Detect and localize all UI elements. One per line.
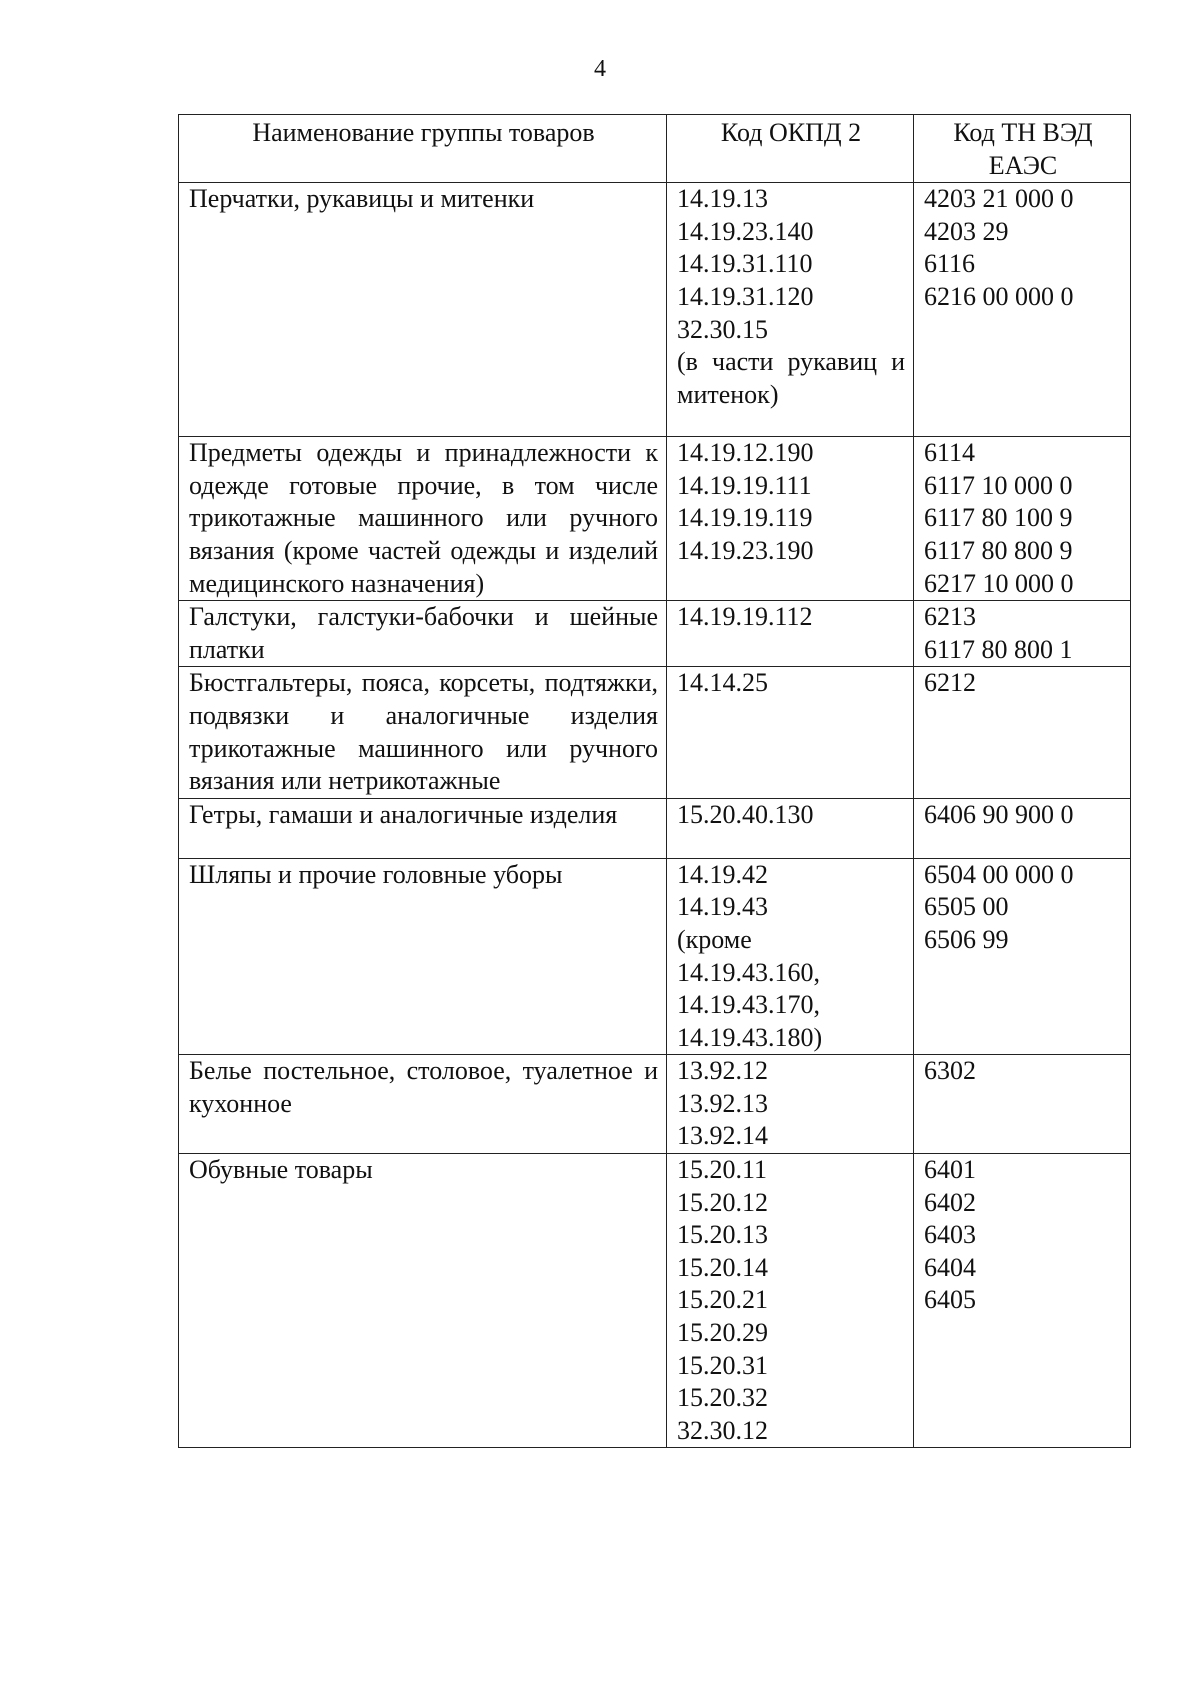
okpd-code: 15.20.40.130	[677, 799, 814, 829]
tnved-code: 6504 00 000 0	[924, 859, 1074, 889]
tnved-codes-cell	[914, 667, 1131, 798]
goods-codes-table	[178, 114, 1131, 1448]
tnved-codes-cell	[914, 183, 1131, 437]
table-row	[179, 437, 1131, 601]
okpd-code: 13.92.13	[677, 1088, 768, 1118]
okpd-codes-cell	[667, 1055, 914, 1154]
okpd-code: 14.19.12.190	[677, 438, 814, 468]
okpd-code: 14.19.19.111	[677, 470, 812, 500]
okpd-code: 15.20.12	[677, 1187, 768, 1217]
tnved-code: 6217 10 000 0	[924, 568, 1074, 598]
okpd-code: 14.19.42	[677, 859, 768, 889]
okpd-code: 14.19.19.112	[677, 602, 813, 632]
tnved-code: 6116	[924, 249, 976, 279]
okpd-codes-cell	[667, 798, 914, 858]
table-header-row	[179, 115, 1131, 183]
okpd-code: 15.20.14	[677, 1252, 768, 1282]
okpd-code: (кроме	[677, 924, 752, 954]
tnved-codes-cell	[914, 1154, 1131, 1448]
okpd-code: 13.92.12	[677, 1056, 768, 1086]
table-row	[179, 183, 1131, 437]
tnved-code: 6402	[924, 1187, 976, 1217]
okpd-codes-cell	[667, 1154, 914, 1448]
okpd-code: 14.14.25	[677, 668, 768, 698]
tnved-code: 4203 21 000 0	[924, 184, 1074, 214]
okpd-code: 14.19.43	[677, 892, 768, 922]
okpd-code: 32.30.12	[677, 1415, 768, 1445]
goods-group-name: Белье постельное, столовое, туалетное и кухонное	[179, 1055, 667, 1154]
tnved-code: 6406 90 900 0	[924, 799, 1074, 829]
okpd-code: 14.19.23.190	[677, 535, 814, 565]
tnved-code: 6506 99	[924, 924, 1009, 954]
tnved-codes-cell	[914, 858, 1131, 1055]
tnved-code: 6117 10 000 0	[924, 470, 1073, 500]
header-okpd-code: Код ОКПД 2	[667, 115, 914, 183]
table-row	[179, 1154, 1131, 1448]
okpd-code-note: (в части рукавиц и митенок)	[677, 347, 905, 409]
tnved-code: 6505 00	[924, 892, 1009, 922]
okpd-code: 15.20.21	[677, 1285, 768, 1315]
okpd-code: 14.19.43.170,	[677, 990, 820, 1020]
okpd-code: 15.20.11	[677, 1155, 768, 1185]
goods-group-name: Галстуки, галстуки-бабочки и шейные платки	[179, 601, 667, 667]
okpd-code: 14.19.31.120	[677, 281, 814, 311]
okpd-code: 14.19.13	[677, 184, 768, 214]
tnved-code: 6117 80 800 1	[924, 634, 1073, 664]
tnved-codes-cell	[914, 601, 1131, 667]
tnved-code: 6401	[924, 1155, 976, 1185]
okpd-code: 15.20.13	[677, 1220, 768, 1250]
tnved-code: 6404	[924, 1252, 976, 1282]
okpd-code: 32.30.15	[677, 314, 768, 344]
table-row	[179, 858, 1131, 1055]
goods-group-name: Бюстгальтеры, пояса, корсеты, подтяжки, подвязки и аналогичные изделия трикотажные машинного или ручного вязания или нетрикотажные	[179, 667, 667, 798]
okpd-code: 14.19.43.180)	[677, 1022, 823, 1052]
okpd-code: 14.19.43.160,	[677, 957, 820, 987]
okpd-codes-cell	[667, 667, 914, 798]
header-goods-group-name: Наименование группы товаров	[179, 115, 667, 183]
goods-group-name: Перчатки, рукавицы и митенки	[179, 183, 667, 437]
tnved-codes-cell	[914, 437, 1131, 601]
tnved-code: 6117 80 800 9	[924, 535, 1073, 565]
page-number: 4	[594, 56, 606, 82]
tnved-code: 6114	[924, 438, 976, 468]
goods-group-name: Шляпы и прочие головные уборы	[179, 858, 667, 1055]
header-tnved-code: Код ТН ВЭД ЕАЭС	[914, 115, 1131, 183]
okpd-code: 15.20.32	[677, 1383, 768, 1413]
okpd-codes-cell	[667, 437, 914, 601]
okpd-codes-cell	[667, 183, 914, 437]
okpd-code: 14.19.31.110	[677, 249, 813, 279]
goods-group-name: Гетры, гамаши и аналогичные изделия	[179, 798, 667, 858]
okpd-codes-cell	[667, 858, 914, 1055]
tnved-code: 6302	[924, 1056, 976, 1086]
okpd-code: 13.92.14	[677, 1121, 768, 1151]
tnved-code: 6403	[924, 1220, 976, 1250]
tnved-code: 6213	[924, 602, 976, 632]
tnved-code: 6212	[924, 668, 976, 698]
tnved-codes-cell	[914, 1055, 1131, 1154]
goods-group-name: Обувные товары	[179, 1154, 667, 1448]
tnved-code: 4203 29	[924, 216, 1009, 246]
table-row	[179, 1055, 1131, 1154]
tnved-code: 6117 80 100 9	[924, 503, 1073, 533]
table-row	[179, 798, 1131, 858]
tnved-code: 6216 00 000 0	[924, 281, 1074, 311]
table-row	[179, 601, 1131, 667]
okpd-code: 14.19.23.140	[677, 216, 814, 246]
okpd-codes-cell	[667, 601, 914, 667]
table-body	[179, 183, 1131, 1448]
goods-group-name: Предметы одежды и принадлежности к одежде готовые прочие, в том числе трикотажные машинного или ручного вязания (кроме частей одежды и изделий медицинского назначения)	[179, 437, 667, 601]
okpd-code: 15.20.31	[677, 1350, 768, 1380]
okpd-code: 14.19.19.119	[677, 503, 813, 533]
tnved-codes-cell	[914, 798, 1131, 858]
tnved-code: 6405	[924, 1285, 976, 1315]
table-row	[179, 667, 1131, 798]
okpd-code: 15.20.29	[677, 1318, 768, 1348]
